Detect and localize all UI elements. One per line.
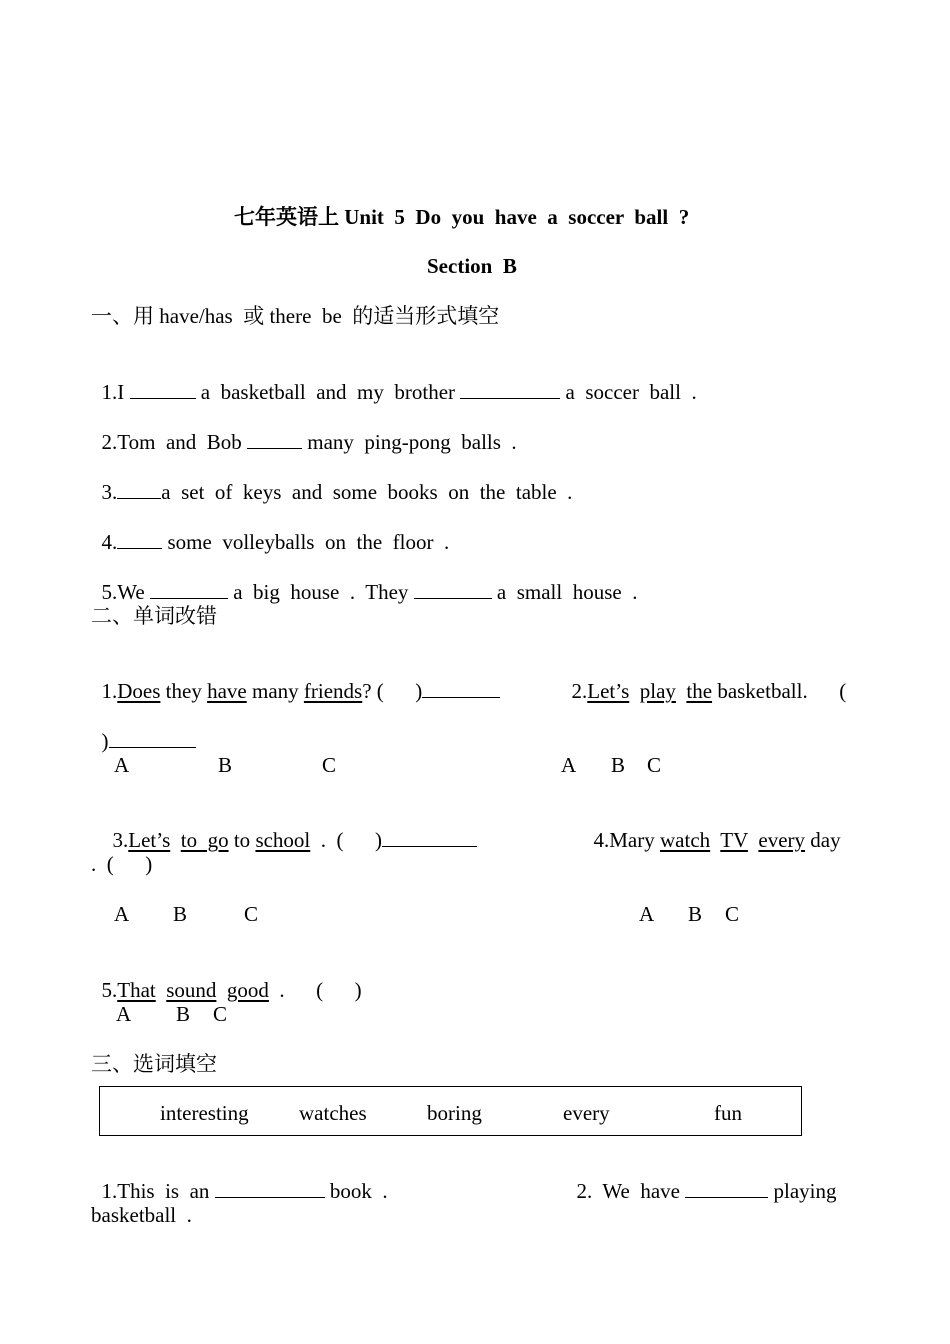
section-title: Section B (427, 254, 517, 278)
q5-text-c: a small house . (491, 580, 638, 604)
option-c-word: every (758, 828, 806, 852)
answer-blank[interactable] (150, 580, 228, 599)
option-b-word: TV (720, 828, 748, 852)
option-c-word: school (255, 828, 311, 852)
q4-option-b: B (688, 902, 703, 926)
answer-blank[interactable] (414, 580, 492, 599)
part1-question-2 (91, 403, 517, 455)
correction-blank[interactable] (422, 679, 500, 698)
part2-question-3 (102, 801, 477, 853)
word-bank-item: fun (714, 1101, 742, 1125)
answer-paren[interactable]: ) (101, 729, 109, 753)
option-a-word: That (117, 978, 156, 1002)
part2-question-5 (91, 951, 362, 1003)
answer-paren[interactable]: . ( ) (310, 828, 383, 852)
option-a-word: Let’s (128, 828, 171, 852)
part2-question-2 (561, 652, 846, 704)
answer-blank[interactable] (130, 380, 196, 399)
correction-blank[interactable] (109, 729, 196, 748)
q4-option-c: C (725, 902, 740, 926)
q4-text-b: some volleyballs on the floor . (162, 530, 450, 554)
answer-blank[interactable] (685, 1179, 768, 1198)
question-number: 2. (571, 679, 588, 703)
q5-option-b: B (176, 1002, 191, 1026)
option-c-word: friends (303, 679, 363, 703)
word-bank-item: watches (299, 1101, 367, 1125)
part2-question-4 (583, 801, 841, 853)
answer-blank[interactable] (247, 430, 302, 449)
page-title: 七年英语上 Unit 5 Do you have a soccer ball ? (234, 205, 690, 229)
question-text: day (805, 828, 841, 852)
part2-question-1 (91, 652, 500, 704)
question-number: 5. (101, 978, 118, 1002)
part2-heading: 二、单词改错 (91, 604, 217, 628)
q4-option-a: A (639, 902, 655, 926)
question-text: playing (768, 1179, 837, 1203)
part3-heading: 三、选词填空 (91, 1052, 217, 1076)
answer-paren[interactable]: ? ( ) (362, 679, 423, 703)
question-text: 1.This is an (101, 1179, 215, 1203)
q2-option-a: A (561, 753, 577, 777)
part3-question-1 (91, 1152, 388, 1204)
q1-option-c: C (322, 753, 337, 777)
part2-question-2-cont (91, 702, 196, 754)
option-b-word: have (207, 679, 247, 703)
q3-option-b: B (173, 902, 188, 926)
q2-text-b: many ping-pong balls . (302, 430, 517, 454)
answer-paren[interactable]: basketball. ( (712, 679, 847, 703)
question-text: to (228, 828, 256, 852)
option-a-word: Let’s (587, 679, 630, 703)
word-bank-item: every (563, 1101, 610, 1125)
answer-blank[interactable] (460, 380, 560, 399)
option-c-word: good (226, 978, 269, 1002)
part1-question-5 (91, 553, 637, 605)
question-number: 3. (112, 828, 129, 852)
q5-text-b: a big house . They (227, 580, 414, 604)
q5-option-a: A (116, 1002, 132, 1026)
answer-blank[interactable] (117, 480, 161, 499)
question-text: 2. We have (576, 1179, 686, 1203)
part2-question-4-cont: . ( ) (91, 852, 153, 876)
q2-option-b: B (611, 753, 626, 777)
part1-question-3 (91, 453, 572, 505)
q2-option-c: C (647, 753, 662, 777)
option-b-word: to go (180, 828, 229, 852)
q3-option-c: C (244, 902, 259, 926)
q1-text-b: a basketball and my brother (195, 380, 461, 404)
q4-text-a: 4. (101, 530, 118, 554)
q3-text-b: a set of keys and some books on the table . (161, 480, 573, 504)
word-bank-item: interesting (160, 1101, 249, 1125)
word-bank-item: boring (427, 1101, 482, 1125)
word-bank-box (99, 1086, 802, 1136)
part1-heading: 一、用 have/has 或 there be 的适当形式填空 (91, 304, 500, 328)
part3-question-2 (566, 1152, 836, 1204)
q1-text-a: 1.I (101, 380, 130, 404)
option-b-word: play (639, 679, 676, 703)
q5-option-c: C (213, 1002, 228, 1026)
option-a-word: watch (660, 828, 711, 852)
answer-blank[interactable] (215, 1179, 325, 1198)
q3-option-a: A (114, 902, 130, 926)
q1-text-c: a soccer ball . (560, 380, 697, 404)
question-text: book . (324, 1179, 388, 1203)
question-text: they (160, 679, 208, 703)
answer-paren[interactable]: . ( ) (268, 978, 362, 1002)
answer-blank[interactable] (117, 530, 162, 549)
part1-question-1 (91, 353, 697, 405)
correction-blank[interactable] (382, 828, 477, 847)
option-c-word: the (686, 679, 713, 703)
part1-question-4 (91, 503, 449, 555)
question-number: 4.Mary (593, 828, 660, 852)
q3-text-a: 3. (101, 480, 118, 504)
part3-question-2-cont: basketball . (91, 1203, 192, 1227)
q2-text-a: 2.Tom and Bob (101, 430, 248, 454)
question-text: many (246, 679, 304, 703)
question-number: 1. (101, 679, 118, 703)
q5-text-a: 5.We (101, 580, 150, 604)
q1-option-a: A (114, 753, 130, 777)
q1-option-b: B (218, 753, 233, 777)
option-a-word: Does (117, 679, 161, 703)
option-b-word: sound (166, 978, 217, 1002)
